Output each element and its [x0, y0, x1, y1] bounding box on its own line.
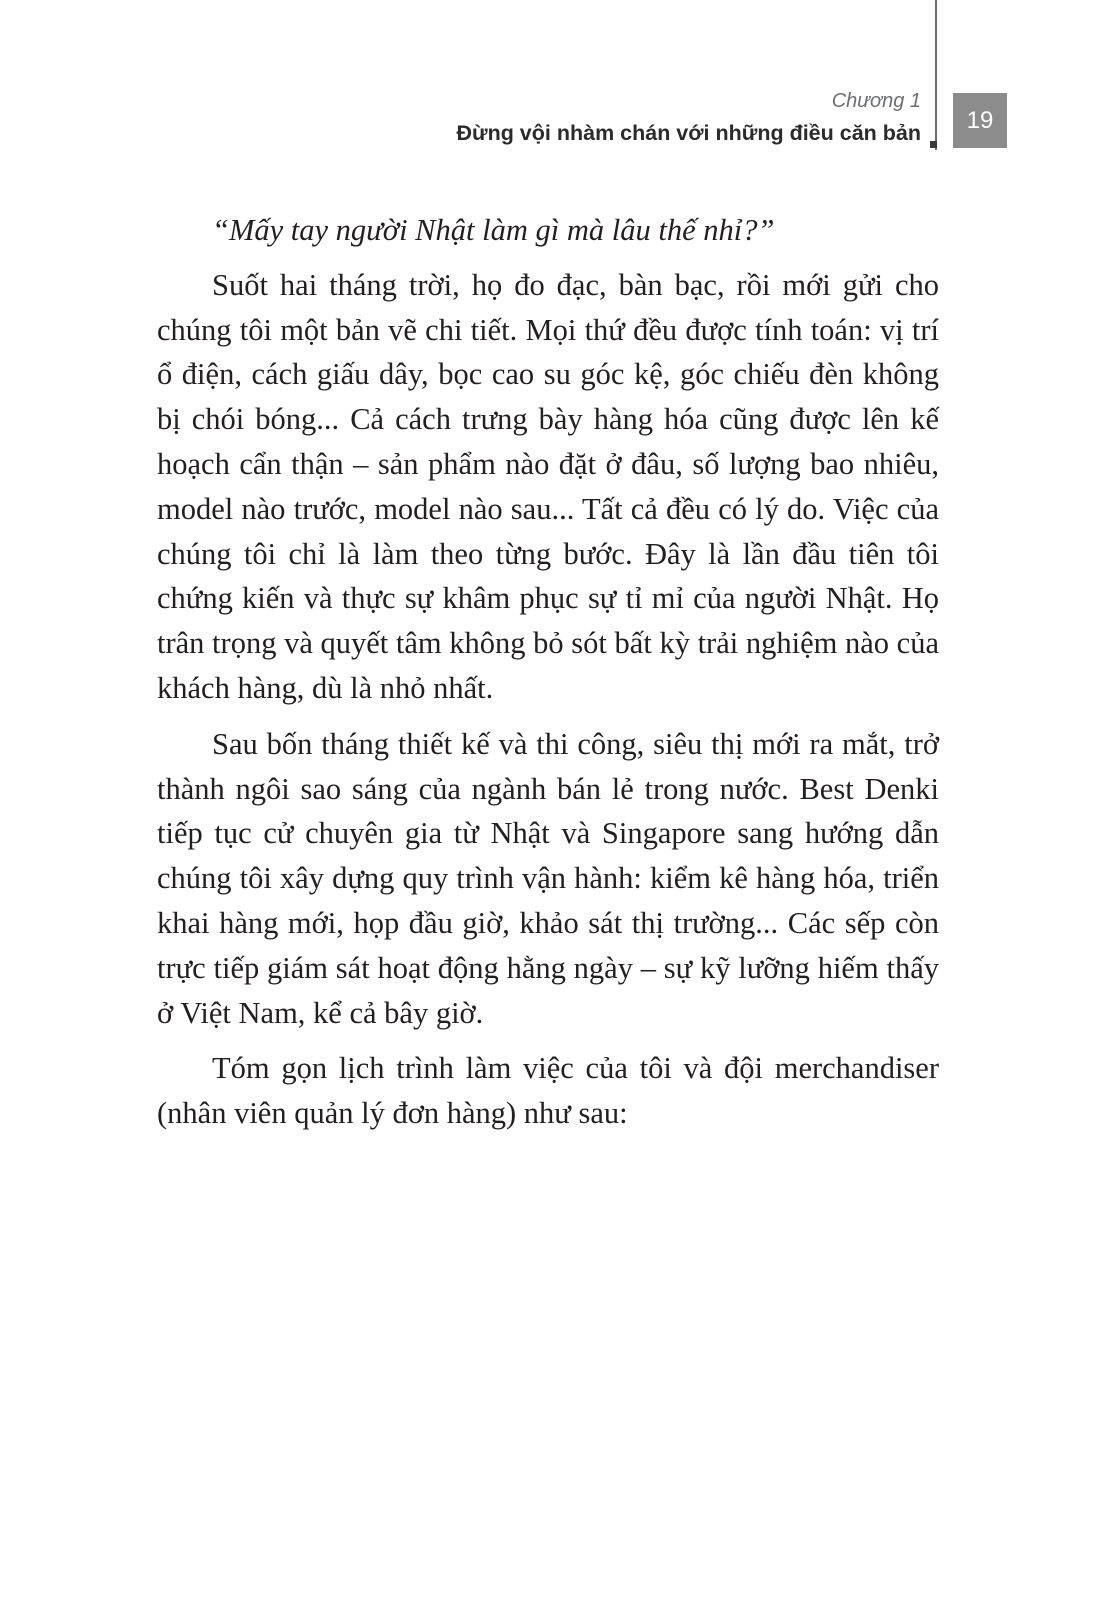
- body-text: [157, 208, 939, 1147]
- page-number: 19: [953, 93, 1007, 148]
- paragraph-1: Suốt hai tháng trời, họ đo đạc, bàn bạc, rồi mới gửi cho chúng tôi một bản vẽ chi tiết. Mọi thứ đều được tính toán: vị trí ổ điện, cách giấu dây, bọc cao su góc kệ, góc chiếu đèn không bị chói bóng... Cả cách trưng bày hàng hóa cũng được lên kế hoạch cẩn thận – sản phẩm nào đặt ở đâu, số lượng bao nhiêu, model nào trước, model nào sau... Tất cả đều có lý do. Việc của chúng tôi chỉ là làm theo từng bước. Đây là lần đầu tiên tôi chứng kiến và thực sự khâm phục sự tỉ mỉ của người Nhật. Họ trân trọng và quyết tâm không bỏ sót bất kỳ trải nghiệm nào của khách hàng, dù là nhỏ nhất.: [157, 267, 939, 705]
- header-divider-mark: [930, 141, 937, 148]
- chapter-title: Đừng vội nhàm chán với những điều căn bản: [456, 121, 921, 145]
- header-divider-line: [935, 0, 937, 150]
- quote-paragraph: “Mấy tay người Nhật làm gì mà lâu thế nhỉ?”: [212, 213, 775, 247]
- chapter-label: Chương 1: [831, 90, 921, 112]
- paragraph-2: Sau bốn tháng thiết kế và thi công, siêu thị mới ra mắt, trở thành ngôi sao sáng của ngành bán lẻ trong nước. Best Denki tiếp tục cử chuyên gia từ Nhật và Singapore sang hướng dẫn chúng tôi xây dựng quy trình vận hành: kiểm kê hàng hóa, triển khai hàng mới, họp đầu giờ, khảo sát thị trường... Các sếp còn trực tiếp giám sát hoạt động hằng ngày – sự kỹ lưỡng hiếm thấy ở Việt Nam, kể cả bây giờ.: [157, 726, 939, 1030]
- paragraph-3: Tóm gọn lịch trình làm việc của tôi và đội merchandiser (nhân viên quản lý đơn hàng) như sau:: [157, 1051, 939, 1131]
